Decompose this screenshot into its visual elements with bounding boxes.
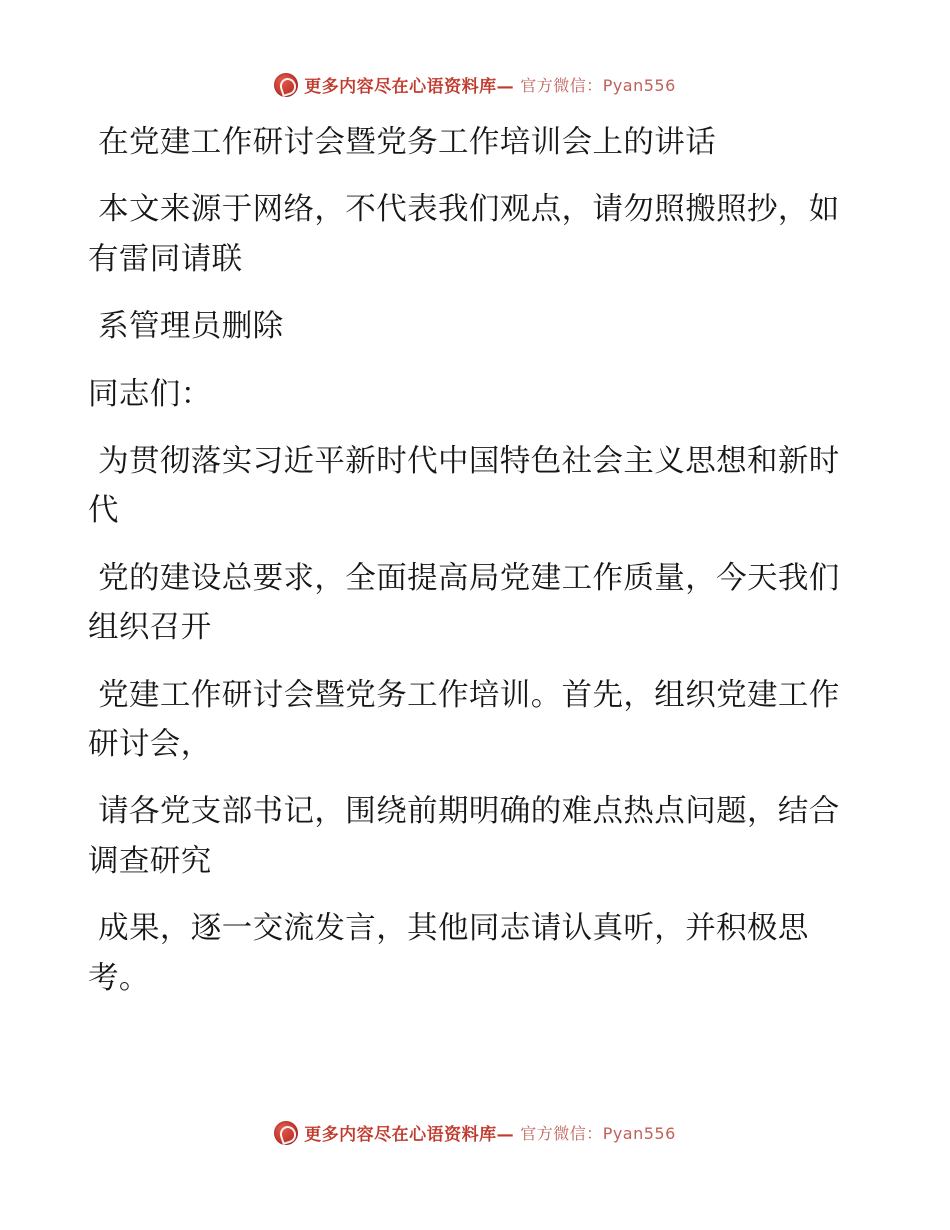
paragraph-5: 成果，逐一交流发言，其他同志请认真听，并积极思考。 (88, 911, 809, 996)
speech-bubble-logo-icon (274, 1121, 298, 1145)
watermark-main-text: 更多内容尽在心语资料库— (304, 1125, 515, 1145)
paragraph-2: 党的建设总要求，全面提高局党建工作质量，今天我们组织召开 (88, 560, 840, 646)
paragraph-3: 党建工作研讨会暨党务工作培训。首先，组织党建工作研讨会， (88, 677, 840, 763)
paragraph-disclaimer: 本文来源于网络，不代表我们观点，请勿照搬照抄，如有雷同请联 (88, 192, 840, 277)
speech-bubble-logo-icon (274, 73, 298, 97)
document-body (88, 118, 870, 1021)
document-title: 在党建工作研讨会暨党务工作培训会上的讲话 (88, 125, 717, 160)
watermark-banner-bottom (0, 1120, 950, 1145)
paragraph-salutation: 同志们： (88, 376, 212, 412)
paragraph-4: 请各党支部书记，围绕前期明确的难点热点问题，结合调查研究 (88, 794, 840, 879)
paragraph-disclaimer-cont: 系管理员删除 (88, 309, 284, 345)
watermark-sub-text: 官方微信：Pyan556 (520, 76, 676, 95)
watermark-main-text: 更多内容尽在心语资料库— (304, 77, 515, 97)
watermark-sub-text: 官方微信：Pyan556 (520, 1124, 676, 1143)
paragraph-1: 为贯彻落实习近平新时代中国特色社会主义思想和新时代 (88, 444, 840, 529)
watermark-banner-top (0, 72, 950, 97)
